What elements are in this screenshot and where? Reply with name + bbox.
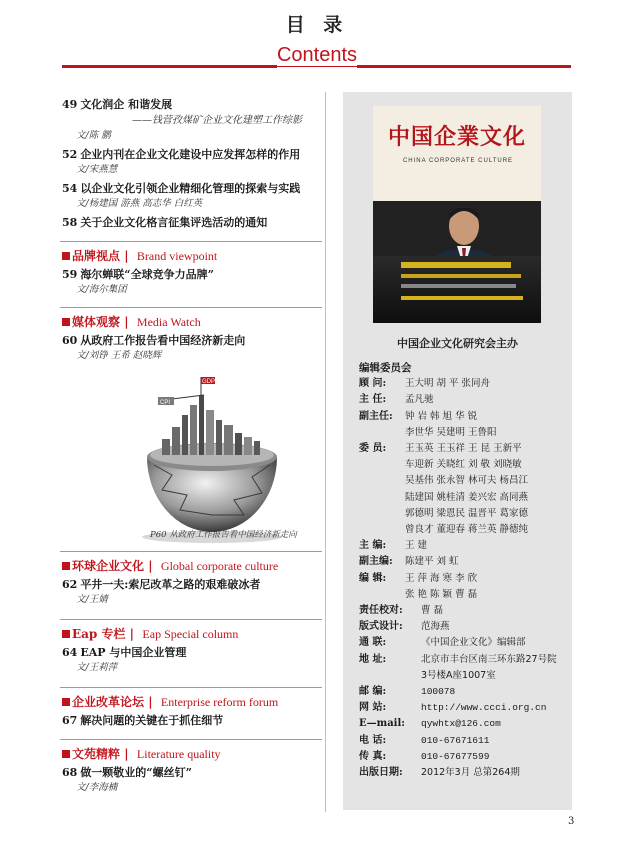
- divider: [60, 241, 322, 242]
- cover-title: 中国企業文化: [387, 124, 526, 150]
- divider: [60, 687, 322, 688]
- column-divider: [325, 92, 326, 812]
- contents-column: [62, 97, 324, 795]
- toc-entry[interactable]: 64 EAP 与中国企业管理 文/王莉萍: [62, 646, 187, 673]
- page-header: [0, 14, 634, 66]
- toc-entry[interactable]: 60 从政府工作报告看中国经济新走向 文/刘铮 王希 赵晓辉: [62, 334, 246, 361]
- website-link[interactable]: http://www.ccci.org.cn: [421, 702, 547, 714]
- toc-entry[interactable]: 49 文化润企 和谐发展 ——钱营孜煤矿企业文化建塑工作综影 文/陈 鹏: [62, 98, 302, 141]
- title-zh: 目 录: [285, 14, 349, 36]
- header-rule-left: [62, 65, 277, 68]
- section-heading: 环球企业文化 | Global corporate culture: [62, 558, 324, 574]
- figure-caption: P60 从政府工作报告看中国经济新走向: [150, 530, 297, 540]
- title-en: Contents: [276, 44, 358, 66]
- toc-entry[interactable]: 67 解决问题的关键在于抓住细节: [62, 714, 224, 727]
- masthead-panel: [343, 92, 572, 810]
- section-heading: 品牌视点 | Brand viewpoint: [62, 248, 324, 264]
- toc-entry[interactable]: 54 以企业文化引领企业精细化管理的探索与实践 文/杨建国 游燕 高志华 白红英: [62, 182, 301, 209]
- gdp-label: GDP: [202, 379, 216, 385]
- divider: [60, 739, 322, 740]
- header-rule-right: [357, 65, 571, 68]
- email-link[interactable]: qywhtx@126.com: [421, 718, 501, 730]
- divider: [60, 619, 322, 620]
- section-heading: 企业改革论坛 | Enterprise reform forum: [62, 694, 324, 710]
- cpi-label: CPI: [160, 400, 171, 406]
- page-number: 3: [568, 816, 575, 827]
- toc-entry[interactable]: 58 关于企业文化格言征集评选活动的通知: [62, 216, 268, 229]
- editorial-board: 编辑委员会 顾 问: 王大明 胡 平 张同舟 主 任: 孟凡驰 副主任: 钟 岩 韩 旭 华 锐 李世华 吴建明 王鲁阳 委 员: 王玉英 王玉祥 王 昆 王新平 车迎新 关晓红 刘 敬 刘晓敏 吴基伟 张永智 林可夫 杨昌江 陆建国 姚桂清 姜兴宏 高同燕 郭德明 梁恩民 温晋平 葛家德 曾良才 董迎春 蒋兰英 静德纯 主 编: 王 建 副主编: 陈建平 刘 虹 编 辑: 王 萍 海 寒 李 欣 张 艳 陈 颖 曹 磊 责任校对: 曹 磊 版式设计: 范海燕 通 联: 《中国企业文化》编辑部 地 址: 北京市丰台区南三环东路27号院 3号楼A座1007室 邮 编: 100078 网 站: http://www.ccci.org.cn E—mail: qywhtx@126.com 电 话: 010-67671611 传 真: 010-67677599 出版日期: 2012年3月 总第264期: [359, 360, 569, 781]
- toc-entry[interactable]: 68 做一颗敬业的“螺丝钉” 文/李海楠: [62, 766, 192, 793]
- section-heading: Eap 专栏 | Eap Special column: [62, 626, 324, 642]
- sponsor-line: 中国企业文化研究会主办: [397, 337, 518, 350]
- section-heading: 文苑精粹 | Literature quality: [62, 746, 324, 762]
- toc-entry[interactable]: 62 平井一夫:索尼改革之路的艰难破冰者 文/王婧: [62, 578, 261, 605]
- toc-entry[interactable]: 52 企业内刊在企业文化建设中应发挥怎样的作用 文/宋燕慧: [62, 148, 301, 175]
- section-heading: 媒体观察 | Media Watch: [62, 314, 324, 330]
- magazine-cover[interactable]: [373, 106, 541, 323]
- divider: [60, 551, 322, 552]
- board-title: 编辑委员会: [359, 362, 412, 374]
- cover-subtitle: CHINA CORPORATE CULTURE: [402, 158, 514, 164]
- header-rule-center: [277, 66, 357, 67]
- divider: [60, 307, 322, 308]
- globe-illustration: [62, 365, 324, 545]
- toc-entry[interactable]: 59 海尔蝉联“全球竞争力品牌” 文/海尔集团: [62, 268, 214, 295]
